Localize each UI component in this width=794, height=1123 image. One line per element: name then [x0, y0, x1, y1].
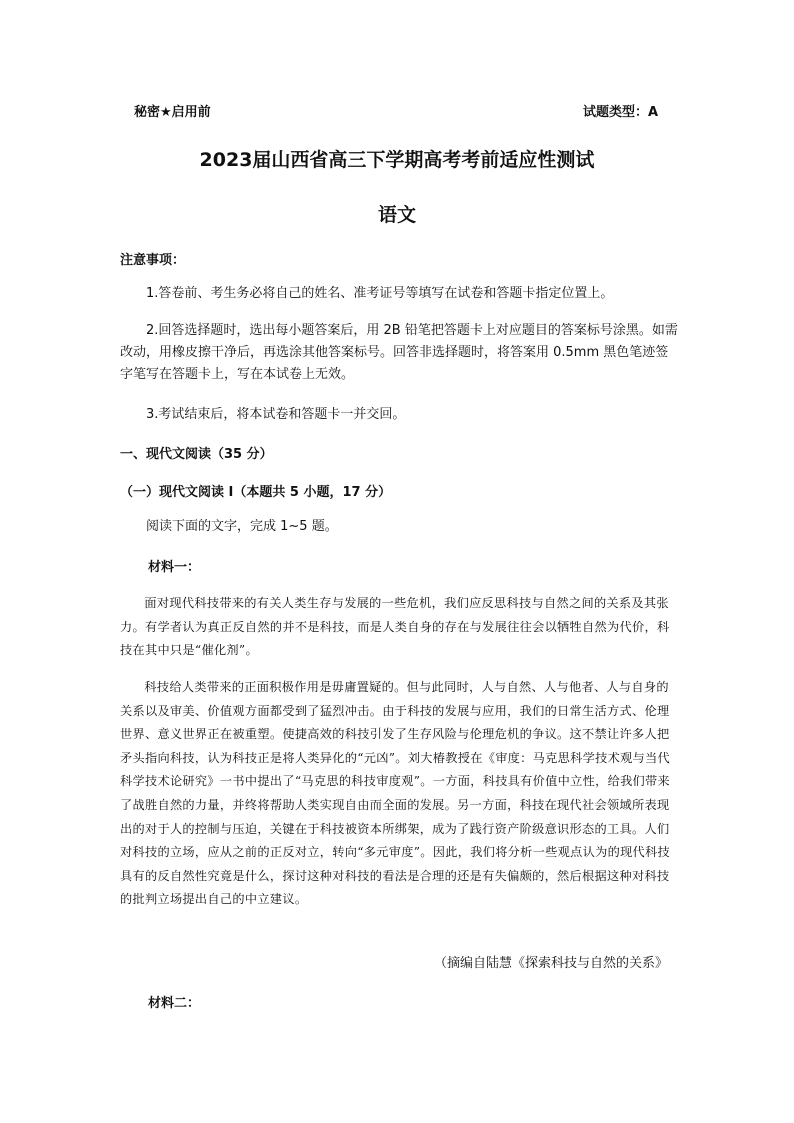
section-heading: 一、现代文阅读（35 分） [120, 447, 273, 462]
subject-title: 语文 [377, 204, 416, 226]
notice-item-2: 2.回答选择题时，选出每小题答案后，用 2B 铅笔把答题卡上对应题目的答案标号涂黑。如需改动，用橡皮擦干净后，再选涂其他答案标号。回答非选择题时，将答案用 0.5mm 黑色笔迹签字笔写在答题卡上，写在本试卷上无效。 [120, 323, 678, 382]
confidential-mark: 秘密★启用前 [134, 105, 211, 120]
material-1-paragraph-1: 面对现代科技带来的有关人类生存与发展的一些危机，我们应反思科技与自然之间的关系及其张力。有学者认为真正反自然的并不是科技，而是人类自身的存在与发展往往会以牺牲自然为代价，科技在其中只是“催化剂”。 [120, 596, 670, 658]
material-1-source: （摘编自陆慧《探索科技与自然的关系》 [433, 956, 668, 971]
subsection-heading: （一）现代文阅读 I（本题共 5 小题，17 分） [120, 485, 392, 500]
exam-title: 2023届山西省高三下学期高考考前适应性测试 [199, 149, 595, 171]
notice-item-1: 1.答卷前、考生务必将自己的姓名、准考证号等填写在试卷和答题卡指定位置上。 [146, 286, 614, 301]
notice-heading: 注意事项： [120, 253, 186, 268]
notice-item-3: 3.考试结束后，将本试卷和答题卡一并交回。 [146, 407, 406, 422]
material-1-paragraph-2: 科技给人类带来的正面积极作用是毋庸置疑的。但与此同时，人与自然、人与他者、人与自身的关系以及审美、价值观方面都受到了猛烈冲击。由于科技的发展与应用，我们的日常生活方式、伦理世界、意义世界正在被重塑。使捷高效的科技引发了生存风险与伦理危机的争议。这不禁让许多人把矛头指向科技，认为科技正是将人类异化的“元凶”。刘大椿教授在《审度：马克思科学技术观与当代科学技术论研究》一书中提出了“马克思的科技审度观”。一方面，科技具有价值中立性，给我们带来了战胜自然的力量，并终将帮助人类实现自由而全面的发展。另一方面，科技在现代社会领域所表现出的对于人的控制与压迫，关键在于科技被资本所绑架，成为了践行资产阶级意识形态的工具。人们对科技的立场，应从之前的正反对立，转向“多元审度”。因此，我们将分析一些观点认为的现代科技具有的反自然性究竟是什么，探讨这种对科技的看法是合理的还是有失偏颇的，然后根据这种对科技的批判立场提出自己的中立建议。 [120, 680, 671, 907]
material-2-label: 材料二： [148, 996, 201, 1011]
exam-type-label: 试题类型：A [583, 105, 659, 120]
reading-instruction: 阅读下面的文字，完成 1~5 题。 [146, 519, 338, 534]
material-1-label: 材料一： [148, 560, 201, 575]
